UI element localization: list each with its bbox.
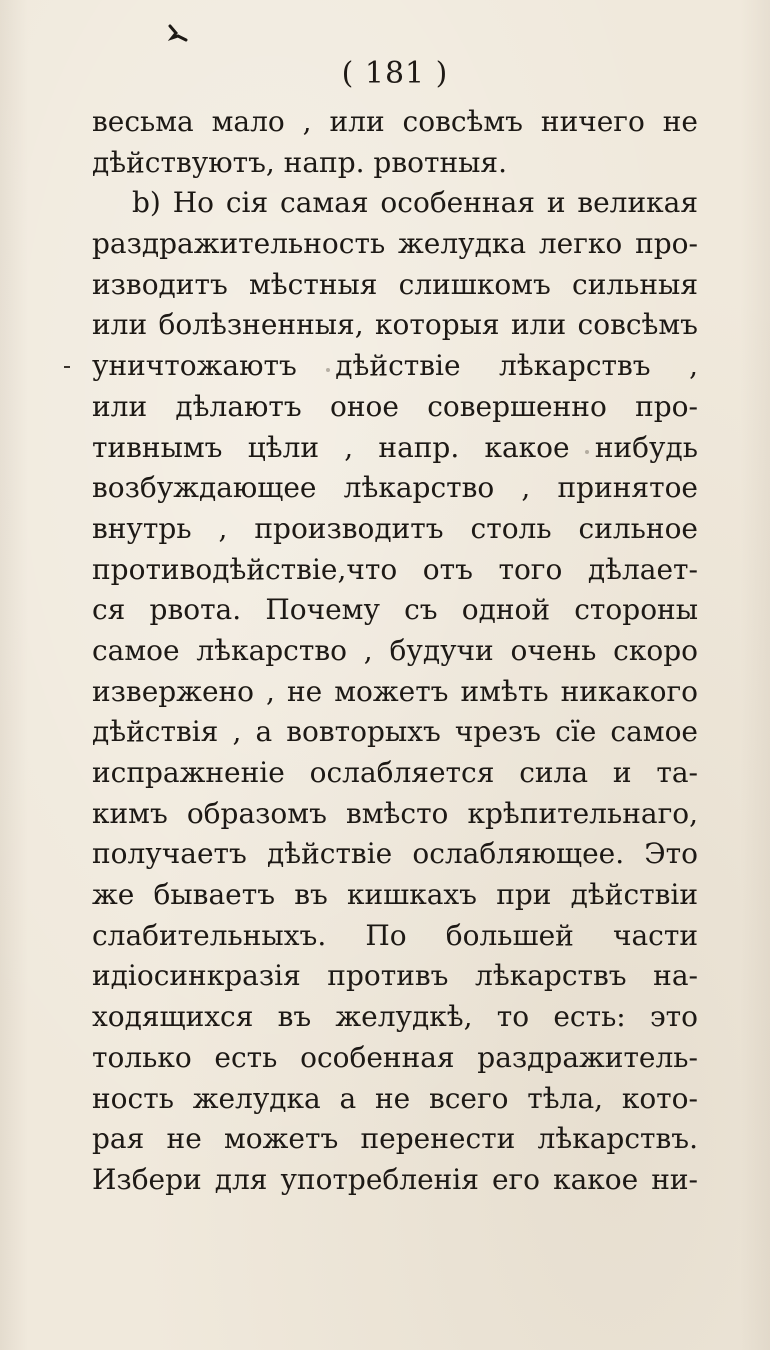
text-line: самое лѣкарство , будучи очень скоро	[92, 633, 698, 667]
text-line: кимъ образомъ вмѣсто крѣпительнаго,	[92, 796, 698, 830]
text-line: извержено , не можетъ имѣть никакого	[92, 674, 698, 708]
text-line: b) Но сія самая особенная и великая	[132, 186, 698, 220]
page-number: ( 181 )	[341, 56, 449, 91]
text-line: ность желудка а не всего тѣла, кото-	[92, 1081, 698, 1115]
text-line: получаетъ дѣйствіе ослабляющее. Это	[92, 837, 698, 871]
text-line: идіосинкразія противъ лѣкарствъ на-	[92, 959, 698, 993]
text-line: или дѣлаютъ оное совершенно про-	[92, 389, 698, 423]
text-line: изводитъ мѣстныя слишкомъ сильныя	[92, 267, 698, 301]
text-line: только есть особенная раздражитель-	[92, 1040, 698, 1074]
text-line: раздражительность желудка легко про-	[92, 227, 698, 261]
text-line: же бываетъ въ кишкахъ при дѣйствіи	[92, 878, 698, 912]
text-line: слабительныхъ. По большей части	[92, 918, 698, 952]
text-line: ходящихся въ желудкѣ, то есть: это	[92, 1000, 698, 1034]
text-line: или болѣзненныя, которыя или совсѣмъ	[92, 308, 698, 342]
text-line: весьма мало , или совсѣмъ ничего не	[92, 105, 698, 138]
text-line: дѣйствуютъ, напр. рвотныя.	[92, 145, 507, 179]
text-line: тивнымъ цѣли , напр. какое нибудь	[92, 430, 698, 464]
text-line: противодѣйствіе,что отъ того дѣлает-	[92, 552, 698, 586]
ink-mark-icon	[168, 24, 188, 42]
text-line: внутрь , производитъ столь сильное	[92, 511, 698, 545]
text-line: уничтожаютъ дѣйствіе лѣкарствъ ,	[92, 349, 698, 383]
body-text	[92, 102, 698, 1201]
text-line: дѣйствія , а вовторыхъ чрезъ сїе самое	[92, 715, 698, 749]
text-line: испражненіе ослабляется сила и та-	[92, 756, 698, 789]
text-line: рая не можетъ перенести лѣкарствъ.	[92, 1122, 698, 1156]
margin-mark	[64, 366, 70, 368]
text-line: возбуждающее лѣкарство , принятое	[92, 471, 698, 505]
text-line: Избери для употребленія его какое ни-	[92, 1162, 698, 1196]
text-line: ся рвота. Почему съ одной стороны	[92, 593, 698, 627]
